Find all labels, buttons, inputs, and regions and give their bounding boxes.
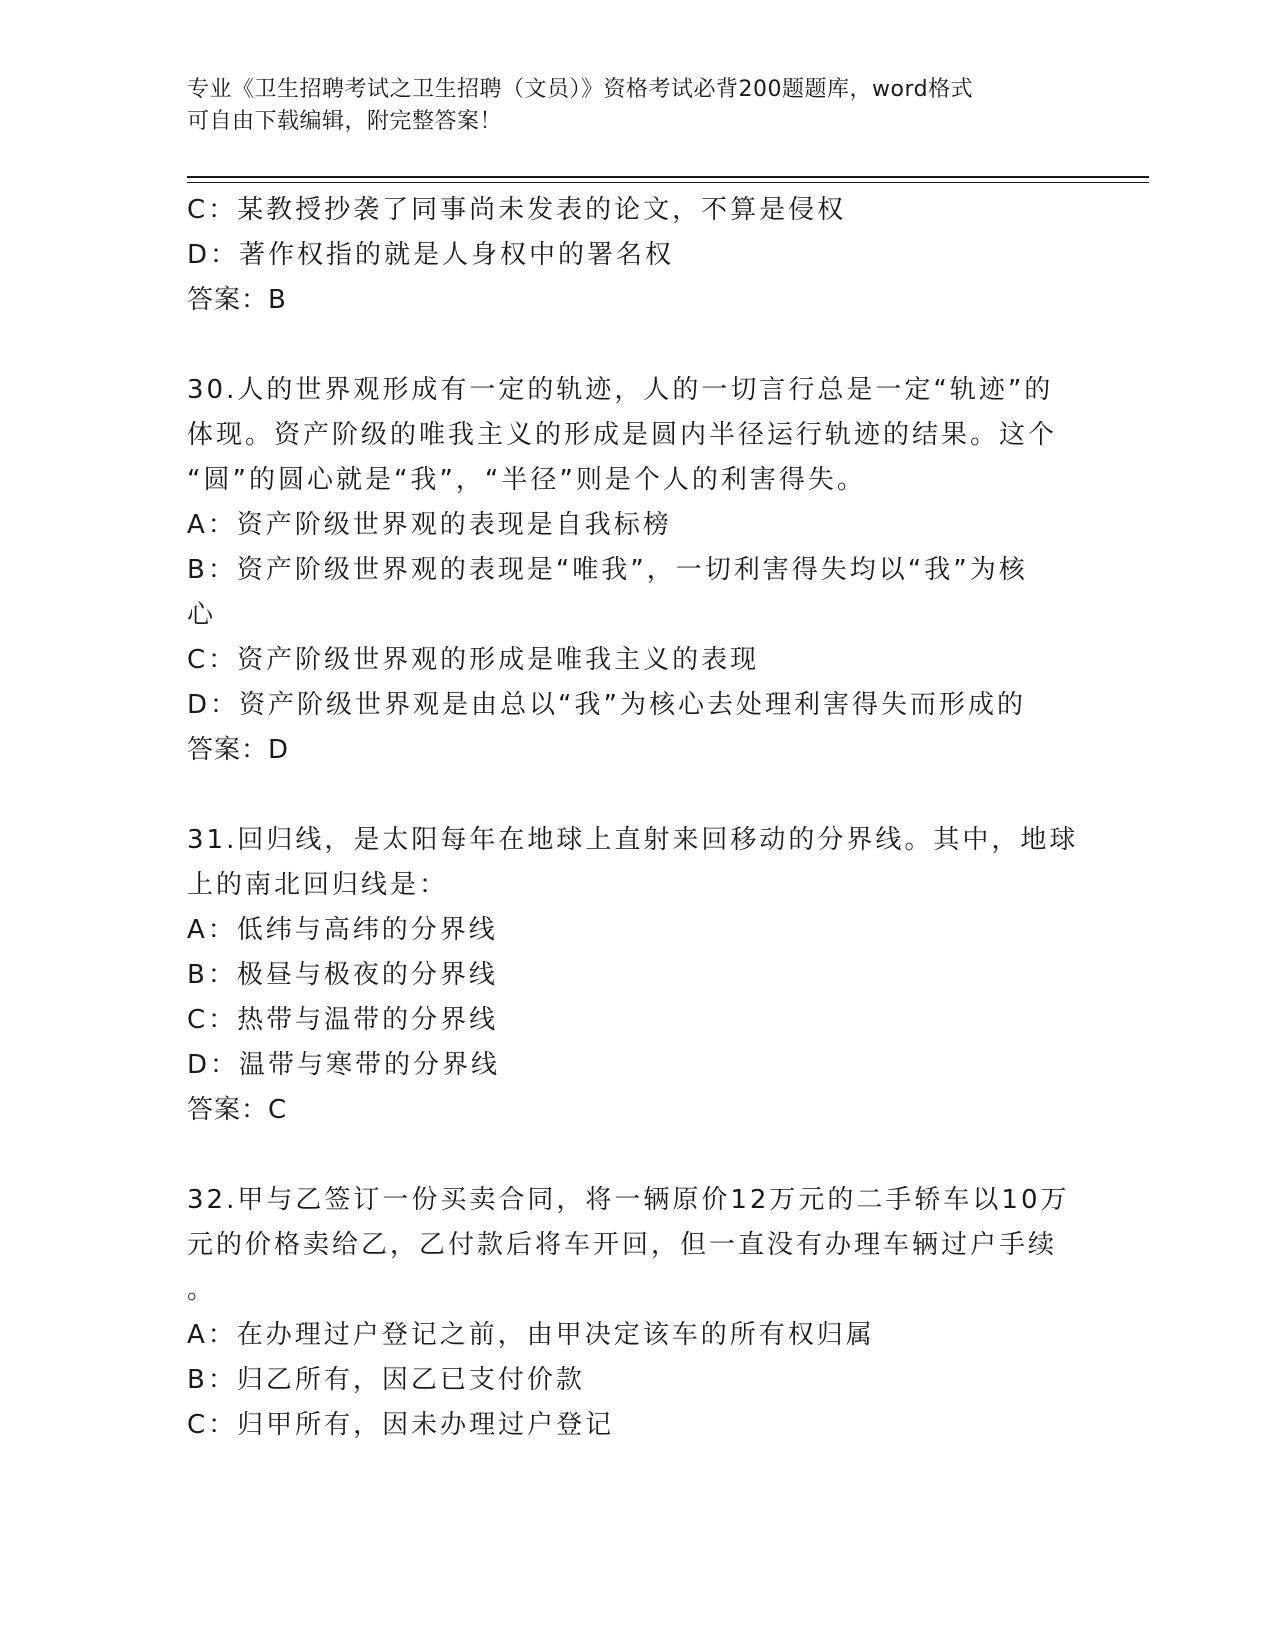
option-d: D：资产阶级世界观是由总以“我”为核心去处理利害得失而形成的	[187, 690, 1026, 720]
option-b-continued: 心	[187, 600, 217, 630]
question-stem-line: 30.人的世界观形成有一定的轨迹，人的一切言行总是一定“轨迹”的	[187, 375, 1054, 405]
page-header	[187, 74, 1087, 138]
option-a: A：资产阶级世界观的表现是自我标榜	[187, 510, 672, 540]
option-c: C：资产阶级世界观的形成是唯我主义的表现	[187, 645, 760, 675]
spacer	[187, 1133, 1087, 1178]
question-30	[187, 368, 1087, 773]
option-b: B：极昼与极夜的分界线	[187, 960, 498, 990]
option-d: D：温带与寒带的分界线	[187, 1050, 501, 1080]
spacer	[187, 323, 1087, 368]
header-title-line-1: 专业《卫生招聘考试之卫生招聘（文员）》资格考试必背200题题库，word格式	[187, 77, 974, 102]
question-stem-line: 32.甲与乙签订一份买卖合同，将一辆原价12万元的二手轿车以10万	[187, 1185, 1070, 1215]
document-body	[187, 188, 1087, 1448]
option-b: B：资产阶级世界观的表现是“唯我”，一切利害得失均以“我”为核	[187, 555, 1028, 585]
option-c: C：热带与温带的分界线	[187, 1005, 499, 1035]
question-stem-line: 31.回归线，是太阳每年在地球上直射来回移动的分界线。其中，地球	[187, 825, 1079, 855]
question-stem-line: 元的价格卖给乙，乙付款后将车开回，但一直没有办理车辆过户手续	[187, 1230, 1058, 1260]
question-stem-line: 。	[187, 1275, 217, 1305]
header-title-line-2: 可自由下载编辑，附完整答案！	[187, 109, 503, 134]
question-32	[187, 1178, 1087, 1448]
answer-line: 答案：B	[187, 285, 287, 315]
option-d: D：著作权指的就是人身权中的署名权	[187, 240, 675, 270]
question-29-tail	[187, 188, 1087, 323]
header-divider-thin	[187, 182, 1149, 183]
option-c: C：归甲所有，因未办理过户登记	[187, 1410, 615, 1440]
header-divider-thick	[187, 176, 1149, 178]
question-stem-line: 上的南北回归线是：	[187, 870, 449, 900]
option-c: C：某教授抄袭了同事尚未发表的论文，不算是侵权	[187, 195, 847, 225]
answer-line: 答案：C	[187, 1095, 288, 1125]
option-a: A：在办理过户登记之前，由甲决定该车的所有权归属	[187, 1320, 875, 1350]
question-31	[187, 818, 1087, 1133]
answer-line: 答案：D	[187, 735, 290, 765]
option-b: B：归乙所有，因乙已支付价款	[187, 1365, 585, 1395]
option-a: A：低纬与高纬的分界线	[187, 915, 498, 945]
question-stem-line: “圆”的圆心就是“我”，“半径”则是个人的利害得失。	[187, 465, 866, 495]
question-stem-line: 体现。资产阶级的唯我主义的形成是圆内半径运行轨迹的结果。这个	[187, 420, 1058, 450]
spacer	[187, 773, 1087, 818]
